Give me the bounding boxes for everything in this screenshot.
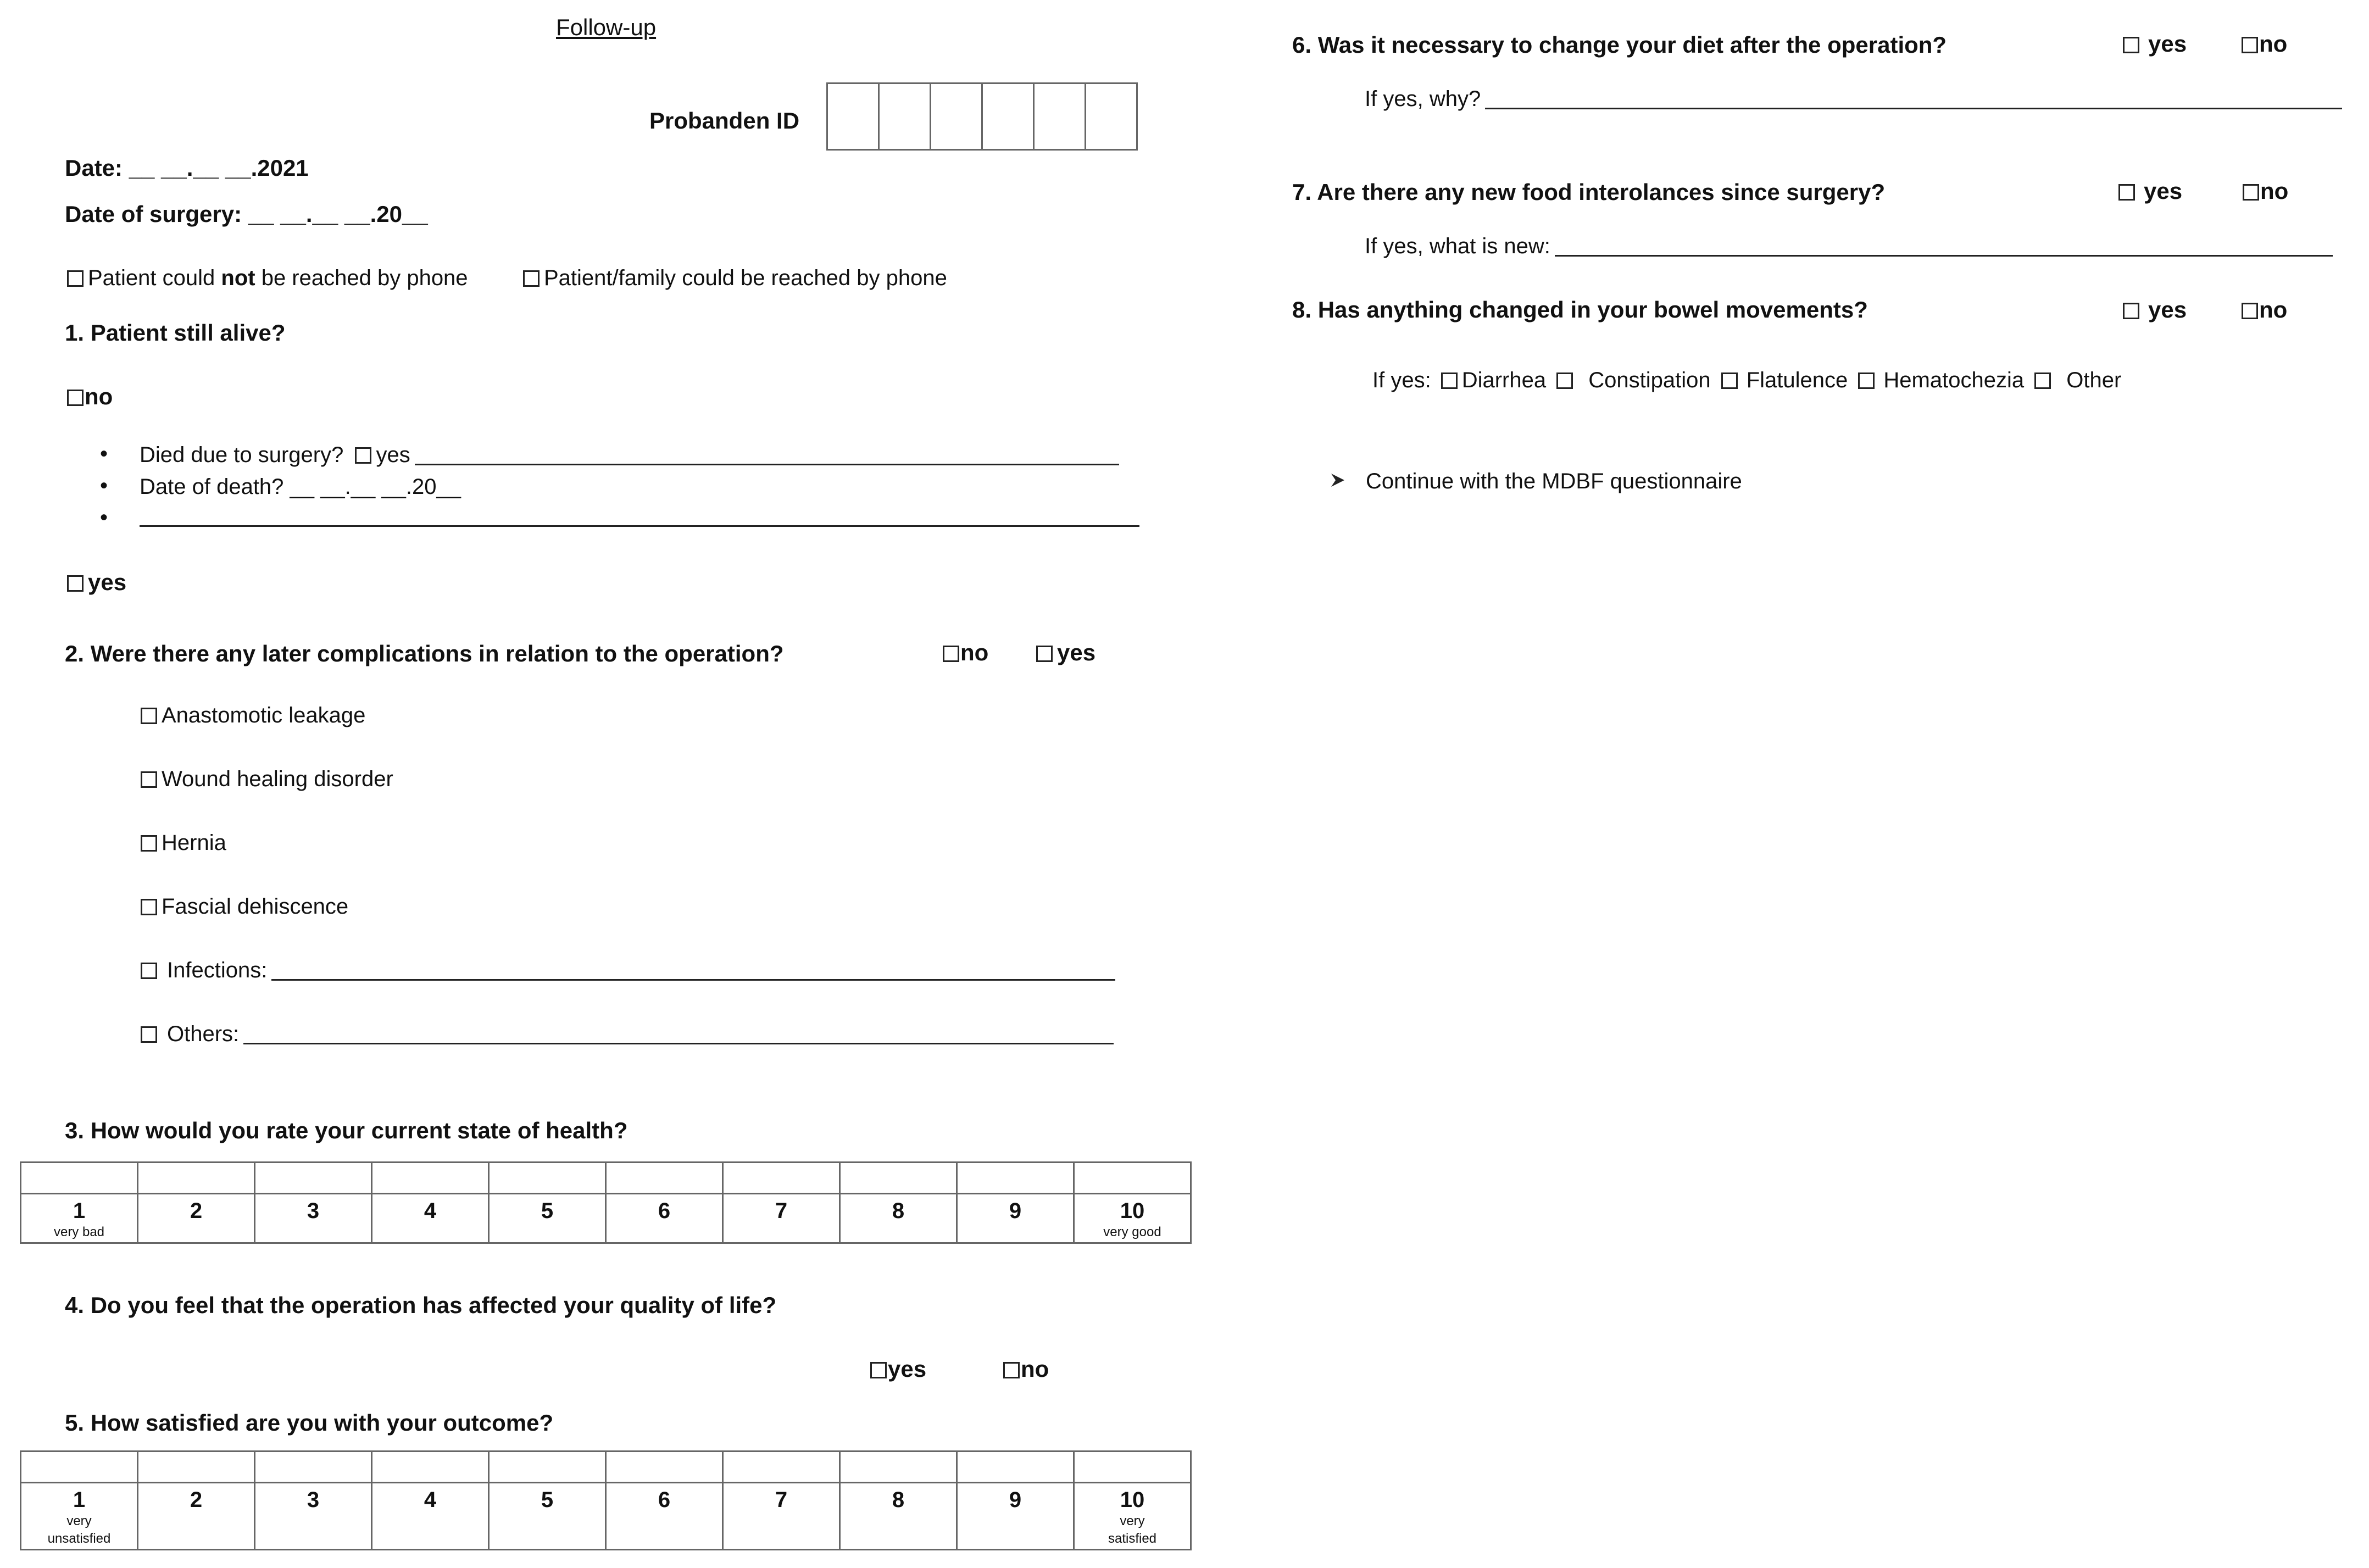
rating-cell[interactable] bbox=[138, 1163, 255, 1194]
checkbox[interactable] bbox=[1858, 372, 1875, 389]
proband-id-box[interactable] bbox=[930, 82, 983, 151]
rating-cell[interactable] bbox=[606, 1452, 723, 1483]
rating-cell[interactable] bbox=[372, 1452, 489, 1483]
rating-cell[interactable] bbox=[957, 1163, 1074, 1194]
write-in-line[interactable] bbox=[243, 1024, 1114, 1044]
checkbox[interactable] bbox=[67, 575, 84, 592]
checkbox[interactable] bbox=[870, 1362, 887, 1378]
rating-cell[interactable] bbox=[957, 1452, 1074, 1483]
bowel-option[interactable] bbox=[1441, 368, 1546, 392]
proband-id-box[interactable] bbox=[826, 82, 880, 151]
rating-number: 3 bbox=[307, 1199, 320, 1223]
q5-question: 5. How satisfied are you with your outcome? bbox=[65, 1410, 554, 1436]
rating-label-cell bbox=[723, 1483, 840, 1550]
checkbox[interactable] bbox=[1441, 372, 1458, 389]
option-label: yes bbox=[1057, 640, 1096, 665]
q7-followup-row bbox=[1365, 234, 2333, 259]
rating-number: 9 bbox=[1009, 1199, 1022, 1223]
checkbox[interactable] bbox=[1003, 1362, 1020, 1378]
write-in-line[interactable] bbox=[1555, 236, 2333, 257]
checkbox[interactable] bbox=[2242, 37, 2258, 53]
q6-followup-row bbox=[1365, 87, 2342, 112]
rating-label-cell bbox=[372, 1194, 489, 1243]
rating-label-cell bbox=[723, 1194, 840, 1243]
q4-question: 4. Do you feel that the operation has affected your quality of life? bbox=[65, 1292, 777, 1318]
q3-question: 3. How would you rate your current state of health? bbox=[65, 1117, 628, 1143]
option-label: yes bbox=[888, 1356, 927, 1382]
rating-label-cell bbox=[840, 1483, 957, 1550]
rating-label-cell bbox=[372, 1483, 489, 1550]
checkbox[interactable] bbox=[2118, 184, 2135, 201]
continue-instruction bbox=[1330, 469, 1742, 494]
field-label: If yes: bbox=[1372, 368, 1431, 392]
q8-options-row bbox=[1372, 368, 2121, 393]
checkbox[interactable] bbox=[523, 270, 540, 287]
others-option[interactable] bbox=[141, 1022, 1114, 1047]
checkbox[interactable] bbox=[943, 646, 959, 662]
rating-number: 10 bbox=[1120, 1199, 1145, 1223]
rating-number: 8 bbox=[892, 1199, 905, 1223]
option-label: yes bbox=[2148, 31, 2187, 57]
q2-question: 2. Were there any later complications in relation to the operation? bbox=[65, 641, 784, 666]
rating-number: 3 bbox=[307, 1488, 320, 1512]
write-in-line[interactable] bbox=[271, 960, 1115, 981]
proband-id-box[interactable] bbox=[981, 82, 1035, 151]
option-label: Patient/family could be reached by phone bbox=[544, 266, 947, 290]
q8-question: 8. Has anything changed in your bowel movements? bbox=[1292, 297, 1868, 323]
rating-number: 2 bbox=[190, 1488, 203, 1512]
rating-number: 1 bbox=[73, 1488, 86, 1512]
checkbox[interactable] bbox=[67, 270, 84, 287]
rating-number: 6 bbox=[658, 1488, 671, 1512]
checkbox[interactable] bbox=[2034, 372, 2051, 389]
write-in-line[interactable] bbox=[1485, 89, 2342, 109]
checkbox[interactable] bbox=[141, 1026, 157, 1043]
complication-option[interactable] bbox=[141, 703, 365, 728]
rating-label-cell bbox=[138, 1194, 255, 1243]
option-label: no bbox=[2259, 297, 2288, 323]
rating-label-cell bbox=[489, 1483, 606, 1550]
option-label: yes bbox=[2144, 178, 2183, 204]
rating-cell[interactable] bbox=[1074, 1452, 1191, 1483]
option-label: yes bbox=[376, 443, 410, 467]
rating-number: 10 bbox=[1120, 1488, 1145, 1512]
write-in-line[interactable] bbox=[140, 507, 1139, 527]
option-label: Constipation bbox=[1588, 368, 1711, 392]
option-label: Hematochezia bbox=[1883, 368, 2025, 392]
reached-option[interactable] bbox=[523, 266, 947, 291]
option-label: Hernia bbox=[162, 831, 226, 855]
rating-cell[interactable] bbox=[1074, 1163, 1191, 1194]
died-due-to-surgery-row bbox=[140, 443, 1119, 468]
satisfaction-rating-scale bbox=[20, 1450, 1192, 1550]
arrow-right-bullet-icon bbox=[1330, 469, 1346, 494]
rating-anchor-label: very bbox=[66, 1514, 92, 1528]
complication-option[interactable] bbox=[141, 767, 393, 792]
rating-anchor-label: satisfied bbox=[1108, 1531, 1157, 1546]
q1-no-option[interactable] bbox=[67, 383, 113, 410]
q7-question: 7. Are there any new food interolances since surgery? bbox=[1292, 179, 1886, 205]
rating-cell[interactable] bbox=[255, 1452, 372, 1483]
rating-cell[interactable] bbox=[606, 1163, 723, 1194]
rating-number: 7 bbox=[775, 1488, 788, 1512]
option-label: no bbox=[1021, 1356, 1049, 1382]
option-label: Others: bbox=[167, 1022, 240, 1046]
checkbox[interactable] bbox=[141, 771, 157, 788]
q2-yes-option[interactable] bbox=[1036, 640, 1095, 666]
rating-cell[interactable] bbox=[372, 1163, 489, 1194]
bowel-option[interactable] bbox=[1721, 368, 1848, 392]
bullet-icon: • bbox=[100, 474, 108, 498]
checkbox[interactable] bbox=[355, 447, 371, 464]
q1-question: 1. Patient still alive? bbox=[65, 320, 286, 346]
q1-yes-option[interactable] bbox=[67, 569, 126, 596]
q4-yes-option[interactable] bbox=[870, 1356, 926, 1382]
rating-number: 4 bbox=[424, 1488, 437, 1512]
rating-anchor-label: very bbox=[1120, 1514, 1145, 1528]
option-label: yes bbox=[88, 569, 127, 595]
rating-cell[interactable] bbox=[21, 1452, 138, 1483]
option-label: Flatulence bbox=[1746, 368, 1848, 392]
checkbox[interactable] bbox=[2242, 303, 2258, 319]
q4-no-option[interactable] bbox=[1003, 1356, 1049, 1382]
checkbox[interactable] bbox=[141, 963, 157, 979]
rating-label-cell bbox=[255, 1483, 372, 1550]
rating-anchor-label: very bad bbox=[53, 1225, 105, 1239]
rating-number: 2 bbox=[190, 1199, 203, 1223]
bowel-option[interactable] bbox=[1858, 368, 2024, 392]
rating-cell[interactable] bbox=[21, 1163, 138, 1194]
rating-label-cell bbox=[840, 1194, 957, 1243]
checkbox[interactable] bbox=[67, 390, 84, 406]
option-label: no bbox=[2260, 178, 2289, 204]
complication-option[interactable] bbox=[141, 894, 348, 919]
rating-cell[interactable] bbox=[255, 1163, 372, 1194]
q6-no-option[interactable] bbox=[2242, 31, 2287, 57]
proband-id-label: Probanden ID bbox=[649, 108, 800, 134]
rating-label-cell bbox=[21, 1483, 138, 1550]
date-field[interactable]: Date: __ __.__ __.2021 bbox=[65, 155, 309, 181]
checkbox[interactable] bbox=[1721, 372, 1738, 389]
rating-label-cell bbox=[957, 1194, 1074, 1243]
bowel-option[interactable] bbox=[1556, 368, 1710, 392]
rating-cell[interactable] bbox=[138, 1452, 255, 1483]
rating-label-cell bbox=[489, 1194, 606, 1243]
rating-cell[interactable] bbox=[840, 1452, 957, 1483]
rating-cell[interactable] bbox=[489, 1163, 606, 1194]
rating-label-cell bbox=[606, 1483, 723, 1550]
field-label: Died due to surgery? bbox=[140, 443, 344, 467]
option-label: be reached by phone bbox=[255, 266, 468, 290]
rating-number: 6 bbox=[658, 1199, 671, 1223]
rating-cell[interactable] bbox=[723, 1452, 840, 1483]
checkbox[interactable] bbox=[141, 835, 157, 852]
option-label: Anastomotic leakage bbox=[162, 703, 366, 727]
extra-info-row bbox=[137, 507, 1139, 527]
rating-anchor-label: unsatisfied bbox=[47, 1531, 111, 1546]
rating-cell[interactable] bbox=[840, 1163, 957, 1194]
option-label: Wound healing disorder bbox=[162, 767, 393, 791]
q7-yes-option[interactable] bbox=[2118, 178, 2182, 204]
option-label: Patient could bbox=[88, 266, 221, 290]
date-of-death-field[interactable]: Date of death? __ __.__ __.20__ bbox=[140, 475, 461, 499]
option-label: yes bbox=[2148, 297, 2187, 323]
checkbox[interactable] bbox=[141, 899, 157, 915]
form-title: Follow-up bbox=[556, 14, 657, 40]
rating-label-cell bbox=[606, 1194, 723, 1243]
field-label: If yes, why? bbox=[1365, 87, 1481, 111]
option-label: no bbox=[85, 383, 113, 409]
proband-id-box[interactable] bbox=[878, 82, 931, 151]
health-rating-scale bbox=[20, 1161, 1192, 1244]
proband-id-boxes[interactable] bbox=[826, 82, 1138, 151]
checkbox[interactable] bbox=[1556, 372, 1573, 389]
infections-option[interactable] bbox=[141, 958, 1115, 983]
option-label: no bbox=[960, 640, 989, 665]
q7-no-option[interactable] bbox=[2243, 178, 2288, 204]
rating-number: 4 bbox=[424, 1199, 437, 1223]
rating-number: 5 bbox=[541, 1488, 554, 1512]
bullet-icon: • bbox=[100, 442, 108, 466]
checkbox[interactable] bbox=[141, 708, 157, 724]
rating-label-cell bbox=[1074, 1194, 1191, 1243]
rating-label-cell bbox=[138, 1483, 255, 1550]
checkbox[interactable] bbox=[2123, 37, 2139, 53]
rating-label-cell bbox=[1074, 1483, 1191, 1550]
rating-cell[interactable] bbox=[489, 1452, 606, 1483]
rating-number: 8 bbox=[892, 1488, 905, 1512]
q6-yes-option[interactable] bbox=[2123, 31, 2187, 57]
q2-no-option[interactable] bbox=[943, 640, 988, 666]
rating-number: 1 bbox=[73, 1199, 86, 1223]
option-label: Infections: bbox=[167, 958, 268, 982]
rating-label-cell bbox=[957, 1483, 1074, 1550]
bullet-icon: • bbox=[100, 505, 108, 530]
checkbox[interactable] bbox=[2123, 303, 2139, 319]
option-label-emphasis: not bbox=[221, 266, 255, 290]
complication-option[interactable] bbox=[141, 831, 226, 855]
checkbox[interactable] bbox=[2243, 184, 2259, 201]
q8-no-option[interactable] bbox=[2242, 297, 2287, 323]
surgery-date-field[interactable]: Date of surgery: __ __.__ __.20__ bbox=[65, 201, 428, 227]
proband-id-box[interactable] bbox=[1085, 82, 1138, 151]
option-label: no bbox=[2259, 31, 2288, 57]
rating-label-cell bbox=[21, 1194, 138, 1243]
checkbox[interactable] bbox=[1036, 646, 1053, 662]
option-label: Diarrhea bbox=[1461, 368, 1547, 392]
option-label: Other bbox=[2066, 368, 2122, 392]
continue-text: Continue with the MDBF questionnaire bbox=[1366, 469, 1742, 493]
rating-number: 5 bbox=[541, 1199, 554, 1223]
proband-id-box[interactable] bbox=[1033, 82, 1086, 151]
rating-cell[interactable] bbox=[723, 1163, 840, 1194]
field-label: If yes, what is new: bbox=[1365, 234, 1550, 258]
write-in-line[interactable] bbox=[415, 445, 1119, 465]
option-label: Fascial dehiscence bbox=[162, 894, 349, 919]
q8-yes-option[interactable] bbox=[2123, 297, 2187, 323]
rating-number: 9 bbox=[1009, 1488, 1022, 1512]
bowel-option[interactable] bbox=[2034, 368, 2121, 392]
rating-label-cell bbox=[255, 1194, 372, 1243]
rating-anchor-label: very good bbox=[1103, 1225, 1161, 1239]
not-reached-option[interactable] bbox=[67, 266, 468, 291]
q6-question: 6. Was it necessary to change your diet after the operation? bbox=[1292, 32, 1947, 58]
rating-number: 7 bbox=[775, 1199, 788, 1223]
